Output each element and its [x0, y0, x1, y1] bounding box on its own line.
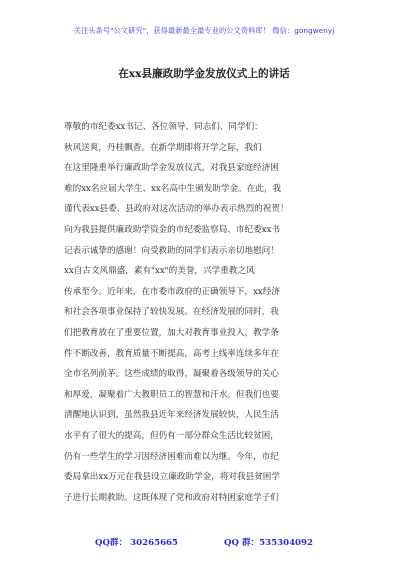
body-line: 尊敬的市纪委xx书记、各位领导、同志们、同学们：: [64, 122, 263, 132]
document-title: 在xx县廉政助学金发放仪式上的讲话: [118, 68, 290, 80]
body-line: 记表示诚挚的感谢！向受救助的同学们表示亲切地慰问！: [64, 245, 279, 256]
body-line: 们把教育放在了重要位置，加大对教育事业投入，教学条: [64, 327, 279, 338]
body-line: 水平有了很大的提高，但仍有一部分群众生活比较贫困，: [64, 430, 279, 441]
body-line: 谨代表xx县委、县政府对这次活动的举办表示热烈的祝贺！: [64, 204, 289, 215]
body-line: 秋风送爽，丹桂飘香。在新学期即将开学之际，我们: [64, 142, 262, 153]
body-line: 难的xx名应届大学生、xx名高中生颁发助学金。在此，我: [64, 183, 282, 194]
body-line: 和社会各项事业保持了较快发展。在经济发展的同时，我: [64, 307, 279, 318]
body-line: xx自古文风鼎盛，素有"xx"的美誉，兴学重教之风: [64, 266, 255, 277]
qq-group-1: QQ群： 30265665: [95, 538, 179, 548]
promo-header: 关注头条号"公文研究"，获得最新最全最专业的公文资料库！ 微信：gongwenyj: [73, 26, 335, 35]
body-line: 清醒地认识到，虽然我县近年来经济发展较快，人民生活: [64, 410, 279, 421]
body-line: 传承至今。近年来，在市委市政府的正确领导下，xx经济: [64, 286, 280, 297]
qq-group-2: QQ 群：535304092: [224, 538, 313, 548]
body-line: 委局拿出xx万元在我县设立廉政助学金，将对我县贫困学: [64, 472, 280, 483]
body-line: 仍有一些学生的学习因经济困难而难以为继。今年，市纪: [64, 451, 279, 462]
body-line: 向为我县提供廉政助学资金的市纪委监察局、市纪委xx书: [64, 224, 280, 235]
body-line: 件不断改善，教育质量不断提高，高考上线率连续多年在: [64, 348, 279, 359]
body-line: 子进行长期救助。这既体现了党和政府对特困家庭学子们: [64, 492, 279, 503]
body-line: 和厚爱，凝聚着广大教职员工的智慧和汗水。但我们也要: [64, 389, 279, 400]
body-line: 在这里隆重举行廉政助学金发放仪式，对我县家庭经济困: [64, 163, 279, 174]
document-body: [64, 117, 356, 508]
body-line: 全市名列前茅。这些成绩的取得，凝聚着各级领导的关心: [64, 369, 279, 380]
qq-footer: [0, 536, 408, 548]
